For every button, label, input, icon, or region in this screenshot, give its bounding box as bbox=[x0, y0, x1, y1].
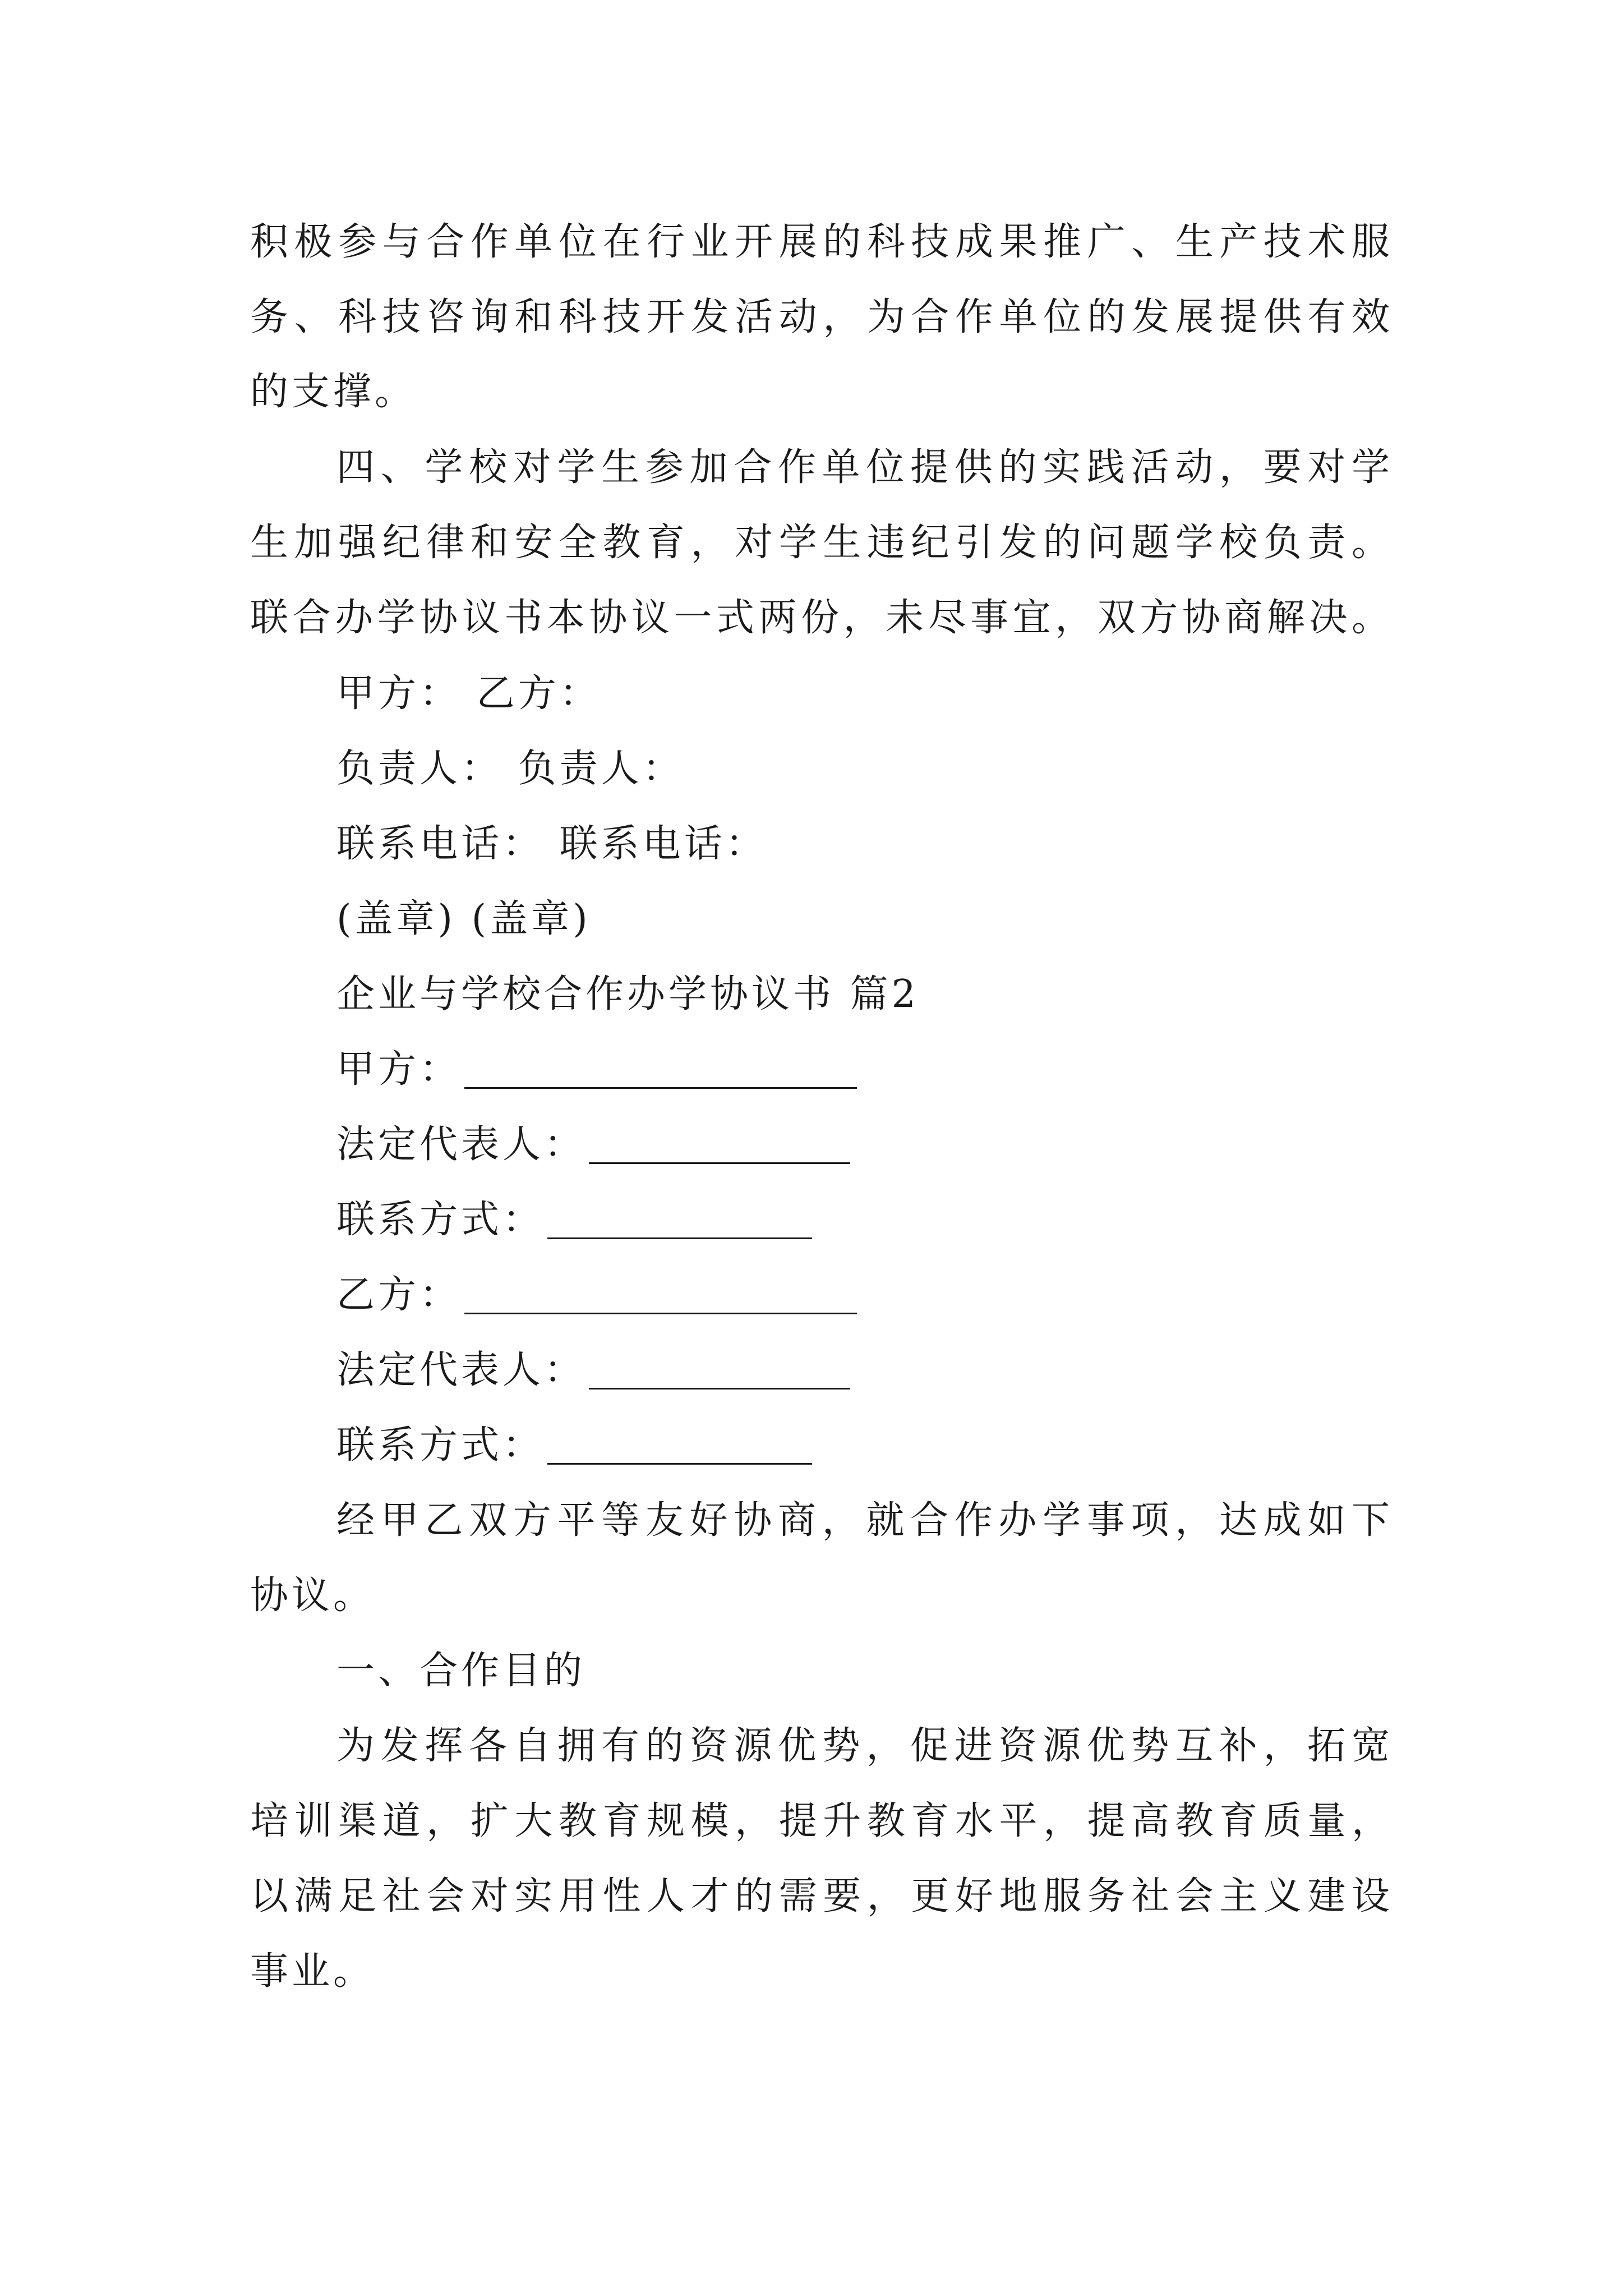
paragraph-line: 联合办学协议书本协议一式两份，未尽事宜，双方协商解决。 bbox=[250, 596, 1390, 640]
party-b-rep-field bbox=[336, 1348, 850, 1392]
party-b-rep-label: 法定代表人： bbox=[336, 1348, 586, 1392]
party-a-contact-blank bbox=[547, 1205, 812, 1239]
paragraph-line: 协议。 bbox=[250, 1573, 375, 1618]
signature-phones: 联系电话： 联系电话： bbox=[336, 822, 767, 866]
paragraph-line: 为发挥各自拥有的资源优势，促进资源优势互补，拓宽 bbox=[336, 1724, 1390, 1768]
paragraph-line: 经甲乙双方平等友好协商，就合作办学事项，达成如下 bbox=[336, 1498, 1390, 1543]
party-a-contact-field bbox=[336, 1198, 812, 1242]
party-b-label: 乙方： bbox=[336, 1273, 462, 1317]
section-heading: 一、合作目的 bbox=[336, 1649, 586, 1693]
paragraph-line: 积极参与合作单位在行业开展的科技成果推广、生产技术服 bbox=[250, 220, 1390, 264]
paragraph-line: 四、学校对学生参加合作单位提供的实践活动，要对学 bbox=[336, 445, 1390, 490]
party-a-blank bbox=[464, 1055, 857, 1089]
party-b-field bbox=[336, 1273, 857, 1317]
signature-seals: (盖章) (盖章) bbox=[336, 897, 591, 941]
paragraph-line: 生加强纪律和安全教育，对学生违纪引发的问题学校负责。 bbox=[250, 521, 1390, 565]
paragraph-line: 培训渠道，扩大教育规模，提升教育水平，提高教育质量， bbox=[250, 1799, 1390, 1843]
paragraph-line: 的支撑。 bbox=[250, 370, 417, 414]
party-a-rep-blank bbox=[589, 1130, 850, 1164]
party-a-contact-label: 联系方式： bbox=[336, 1198, 545, 1242]
party-a-label: 甲方： bbox=[336, 1047, 462, 1092]
section-title: 企业与学校合作办学协议书 篇2 bbox=[336, 972, 919, 1016]
party-b-blank bbox=[464, 1280, 857, 1314]
party-a-field bbox=[336, 1047, 857, 1092]
paragraph-line: 事业。 bbox=[250, 1949, 375, 1994]
paragraph-line: 以满足社会对实用性人才的需要，更好地服务社会主义建设 bbox=[250, 1874, 1390, 1918]
party-a-rep-field bbox=[336, 1122, 850, 1167]
party-b-contact-label: 联系方式： bbox=[336, 1423, 545, 1467]
party-b-rep-blank bbox=[589, 1355, 850, 1389]
paragraph-line: 务、科技咨询和科技开发活动，为合作单位的发展提供有效 bbox=[250, 295, 1390, 339]
party-a-rep-label: 法定代表人： bbox=[336, 1122, 586, 1167]
party-b-contact-field bbox=[336, 1423, 812, 1467]
signature-parties: 甲方： 乙方： bbox=[336, 671, 601, 716]
signature-heads: 负责人： 负责人： bbox=[336, 747, 684, 791]
party-b-contact-blank bbox=[547, 1430, 812, 1465]
